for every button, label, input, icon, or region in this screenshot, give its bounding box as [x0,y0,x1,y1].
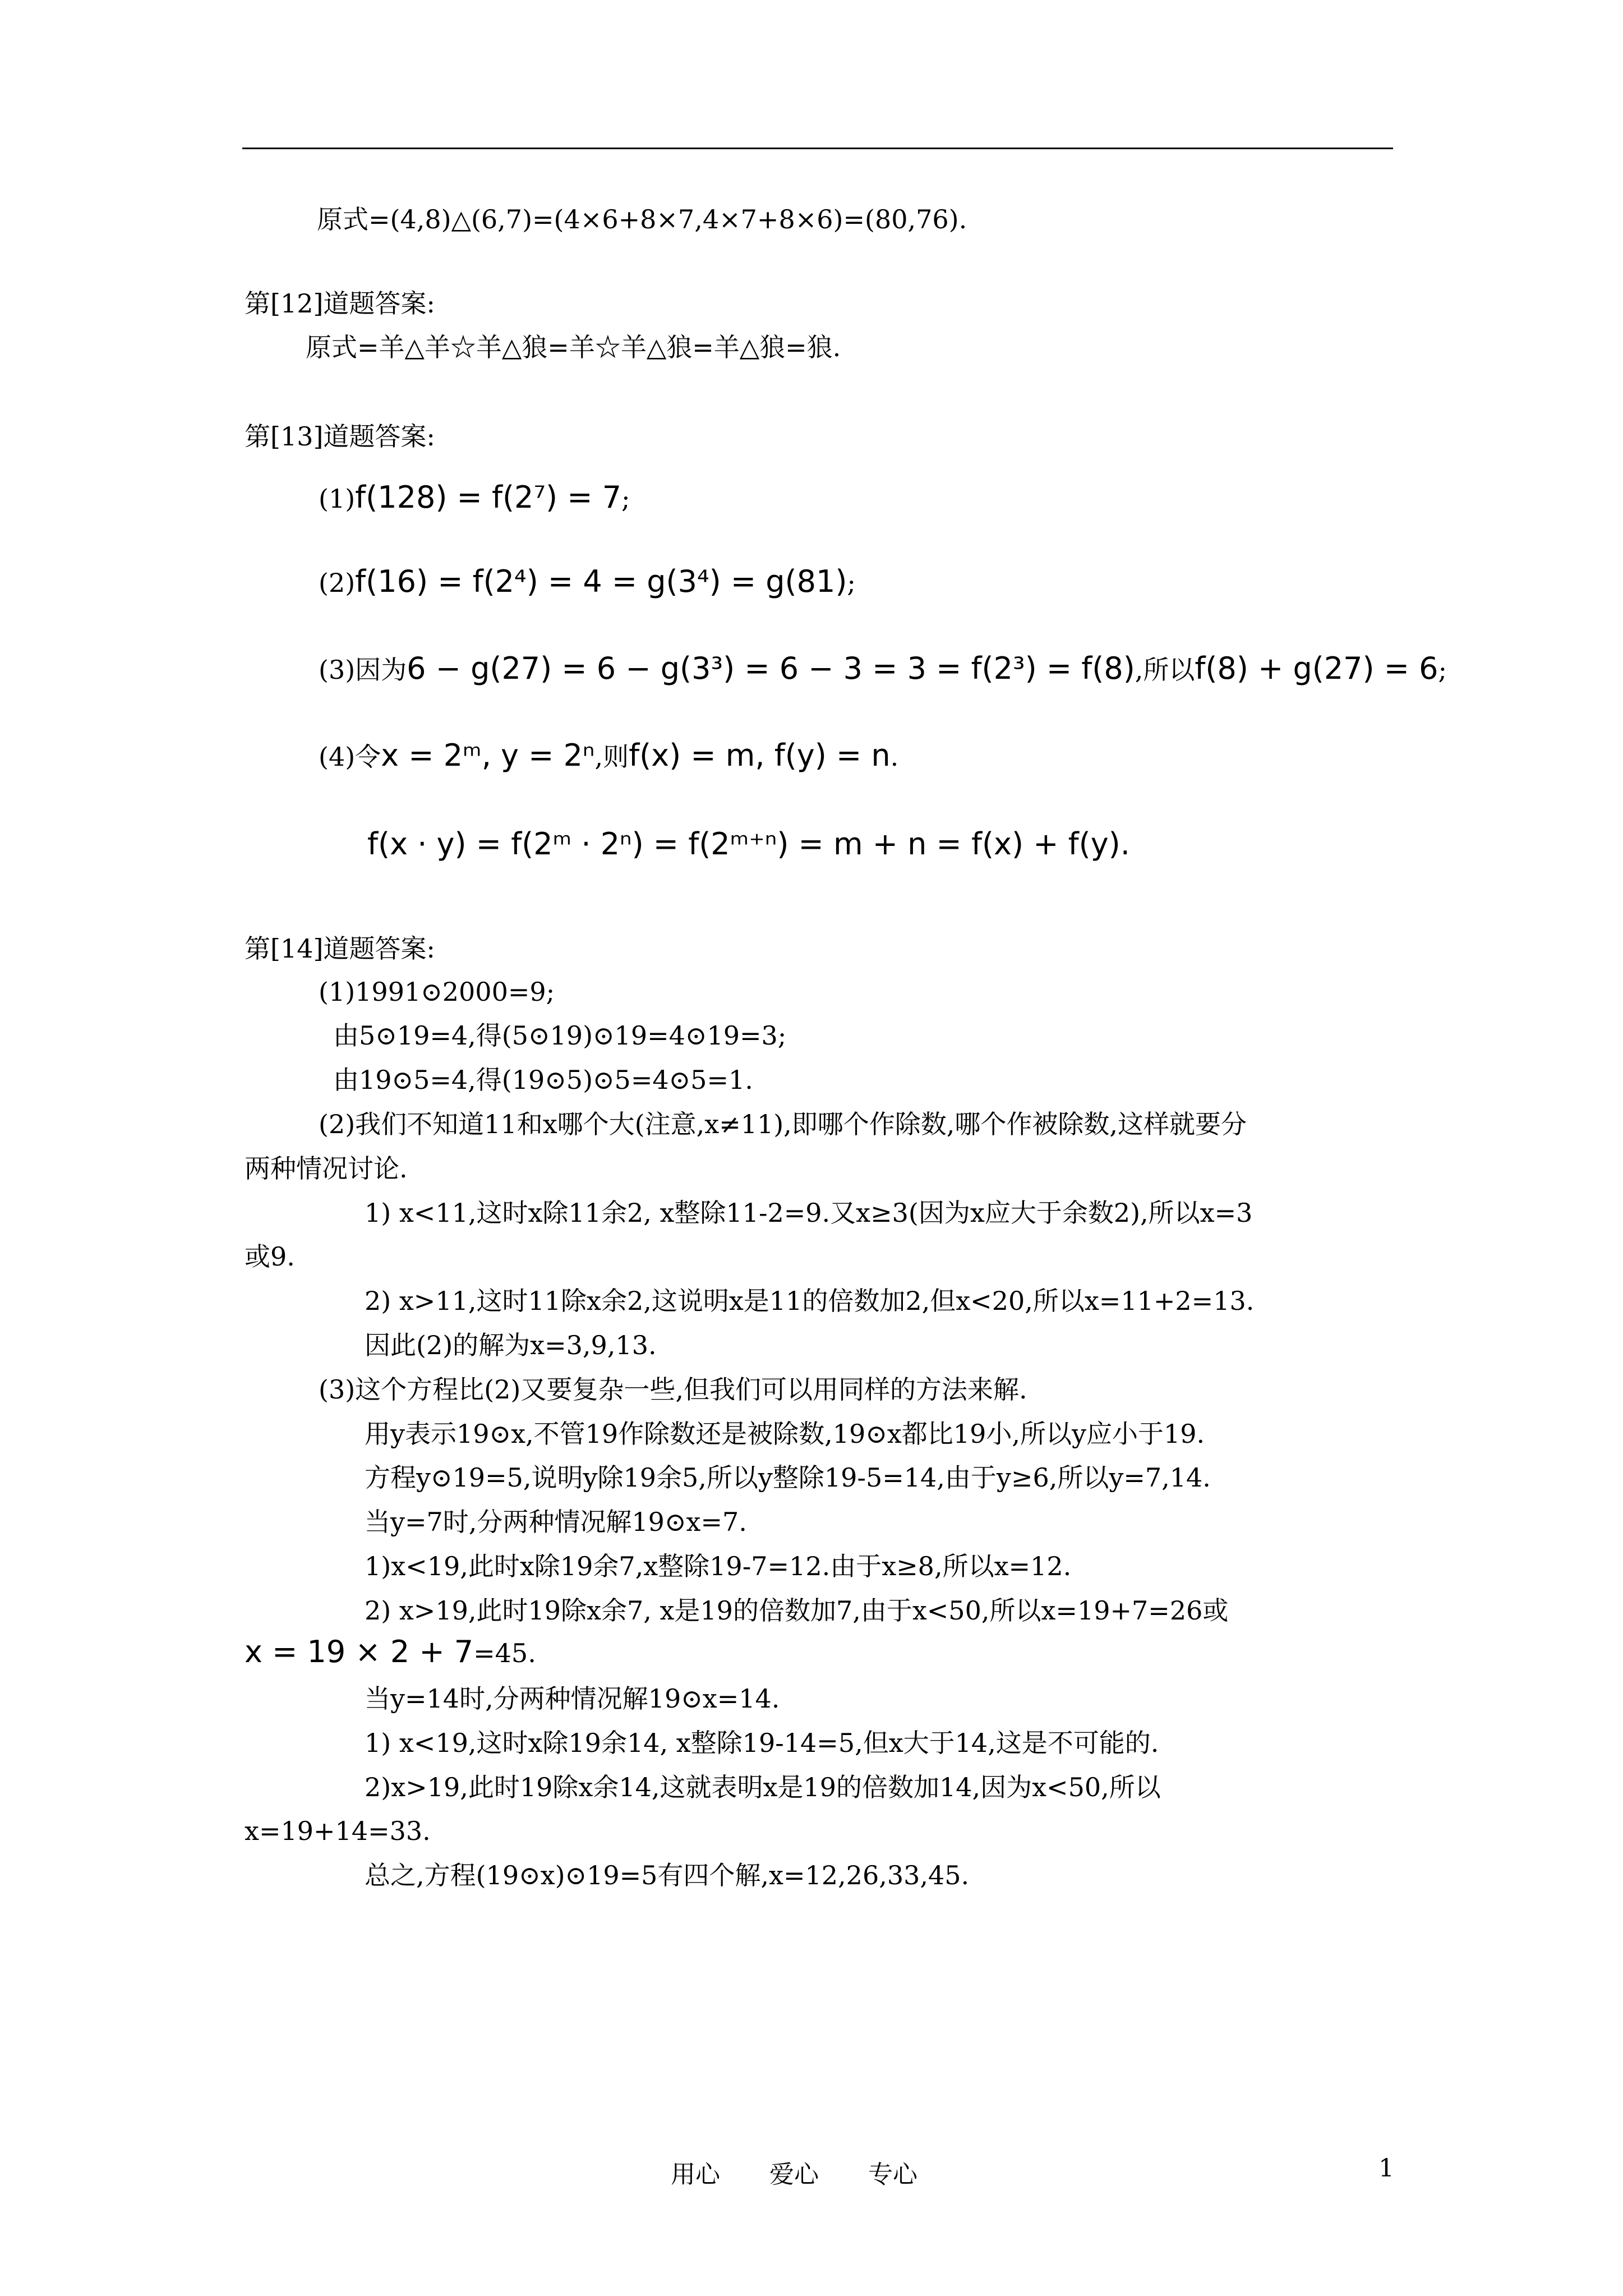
formula: f(16) = f(2⁴) = 4 = g(3⁴) = g(81) [355,564,847,599]
text-line: 1)x<19,此时x除19余7,x整除19-7=12.由于x≥8,所以x=12. [365,1551,1072,1581]
text-line: 用y表示19⊙x,不管19作除数还是被除数,19⊙x都比19小,所以y应小于19. [365,1419,1205,1449]
math-line-2: (2)f(16) = f(2⁴) = 4 = g(3⁴) = g(81); [319,564,856,599]
text-line: (1)1991⊙2000=9; [319,977,555,1007]
math-line-4: (4)令x = 2ᵐ, y = 2ⁿ,则f(x) = m, f(y) = n. [319,738,899,773]
formula: 6 − g(27) = 6 − g(3³) = 6 − 3 = 3 = f(2³) = f(8) [407,651,1135,686]
text-line: 两种情况讨论. [245,1153,408,1184]
math-line-3: (3)因为6 − g(27) = 6 − g(3³) = 6 − 3 = 3 = f(2³) = f(8),所以f(8) + g(27) = 6; [319,651,1447,686]
section-heading-14: 第[14]道题答案: [245,933,435,964]
text-line: 2)x>19,此时19除x余14,这就表明x是19的倍数加14,因为x<50,所以 [365,1772,1161,1802]
text-line: 由5⊙19=4,得(5⊙19)⊙19=4⊙19=3; [333,1020,787,1051]
footer-center: 用心 爱心 专心 [671,2160,917,2189]
page-number: 1 [1378,2154,1394,2183]
text-line: 2) x>19,此时19除x余7, x是19的倍数加7,由于x<50,所以x=19+7=26或 [365,1595,1229,1626]
formula: f(x) = m, f(y) = n [629,738,891,773]
formula: f(8) + g(27) = 6 [1195,651,1438,686]
text-line: (2)我们不知道11和x哪个大(注意,x≠11),即哪个作除数,哪个作被除数,这样就要分 [319,1109,1247,1139]
section-heading-13: 第[13]道题答案: [245,421,435,452]
text-line: 当y=7时,分两种情况解19⊙x=7. [365,1507,747,1537]
text-line: 2) x>11,这时11除x余2,这说明x是11的倍数加2,但x<20,所以x=11+2=13. [365,1286,1255,1316]
section-heading-12: 第[12]道题答案: [245,288,435,319]
formula: f(128) = f(2⁷) = 7 [355,480,622,515]
formula: x = 2ᵐ, y = 2ⁿ [381,738,595,773]
text-line: 或9. [245,1241,295,1272]
text-line: 1) x<11,这时x除11余2, x整除11-2=9.又x≥3(因为x应大于余数2),所以x=3 [365,1198,1253,1228]
formula: f(x · y) = f(2ᵐ · 2ⁿ) = f(2ᵐ⁺ⁿ) = m + n = f(x) + f(y). [367,826,1130,862]
text-line: 当y=14时,分两种情况解19⊙x=14. [365,1683,780,1714]
text-line: (3)这个方程比(2)又要复杂一些,但我们可以用同样的方法来解. [319,1374,1027,1405]
text-line: x=19+14=33. [245,1816,431,1846]
text-line: 由19⊙5=4,得(19⊙5)⊙5=4⊙5=1. [333,1065,753,1095]
math-line-6: x = 19 × 2 + 7=45. [245,1634,536,1669]
formula: x = 19 × 2 + 7 [245,1634,474,1669]
text-line: 1) x<19,这时x除19余14, x整除19-14=5,但x大于14,这是不可能的. [365,1728,1159,1758]
text-line: 原式=(4,8)△(6,7)=(4×6+8×7,4×7+8×6)=(80,76). [317,204,967,234]
math-line-1: (1)f(128) = f(2⁷) = 7; [319,480,630,515]
text-line: 原式=羊△羊☆羊△狼=羊☆羊△狼=羊△狼=狼. [306,332,841,362]
math-line-5 [367,826,1130,862]
header-rule [242,148,1393,149]
text-line: 因此(2)的解为x=3,9,13. [365,1330,657,1360]
text-line: 方程y⊙19=5,说明y除19余5,所以y整除19-5=14,由于y≥6,所以y=7,14. [365,1462,1211,1493]
text-line: 总之,方程(19⊙x)⊙19=5有四个解,x=12,26,33,45. [365,1860,970,1890]
